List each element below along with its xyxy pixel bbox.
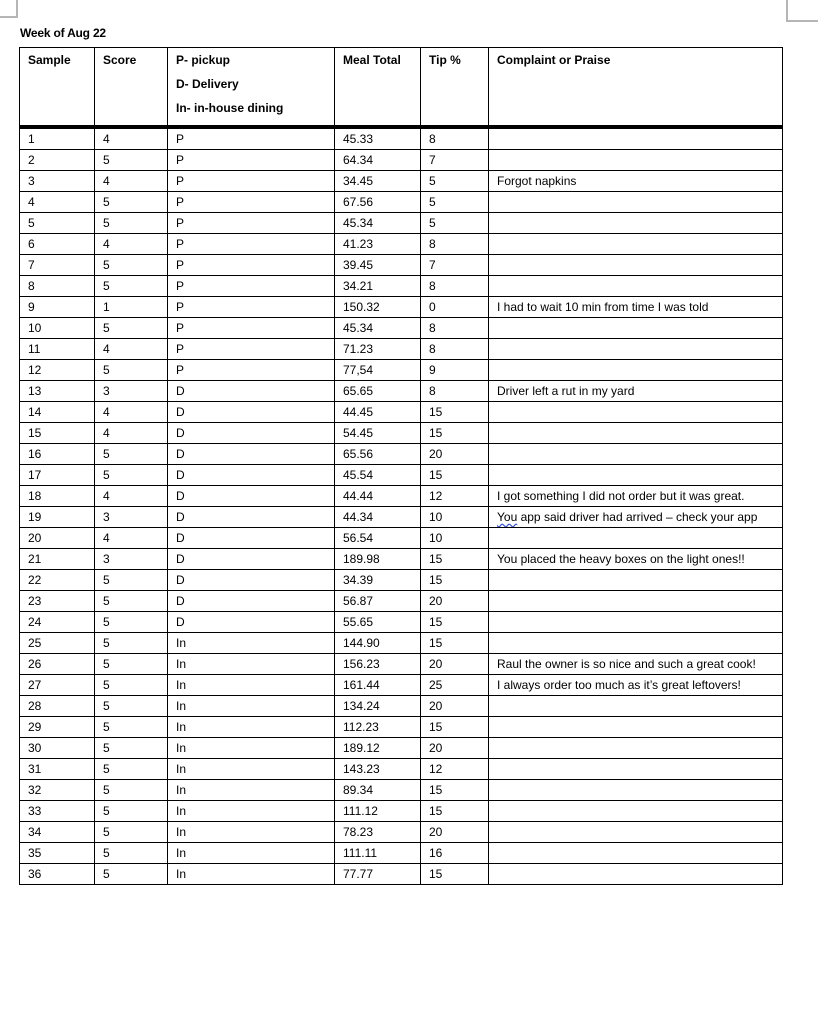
cell-meal-total: 111.11: [334, 842, 420, 863]
cell-meal-total: 56.87: [334, 590, 420, 611]
cell-order-type: In: [167, 674, 334, 695]
cell-tip: 12: [420, 758, 488, 779]
cell-meal-total: 44.44: [334, 485, 420, 506]
cell-sample: 35: [19, 842, 94, 863]
cell-score: 5: [94, 464, 167, 485]
header-tip: Tip %: [420, 47, 488, 126]
cell-tip: 8: [420, 338, 488, 359]
cell-sample: 31: [19, 758, 94, 779]
cell-order-type: D: [167, 401, 334, 422]
cell-comment: [488, 422, 783, 443]
cell-meal-total: 156.23: [334, 653, 420, 674]
cell-tip: 16: [420, 842, 488, 863]
cell-score: 5: [94, 695, 167, 716]
cell-comment: [488, 506, 783, 527]
cell-meal-total: 65.65: [334, 380, 420, 401]
cell-comment: [488, 317, 783, 338]
cell-sample: 17: [19, 464, 94, 485]
cell-comment: Raul the owner is so nice and such a great cook!: [488, 653, 783, 674]
cell-tip: 8: [420, 233, 488, 254]
cell-tip: 15: [420, 863, 488, 885]
table-row: [19, 506, 783, 527]
cell-meal-total: 45.34: [334, 317, 420, 338]
cell-score: 5: [94, 359, 167, 380]
cell-sample: 28: [19, 695, 94, 716]
cell-comment: [488, 464, 783, 485]
cell-sample: 3: [19, 170, 94, 191]
cell-meal-total: 143.23: [334, 758, 420, 779]
cell-score: 4: [94, 527, 167, 548]
cell-tip: 15: [420, 716, 488, 737]
cell-comment: [488, 800, 783, 821]
cell-sample: 19: [19, 506, 94, 527]
cell-comment: [488, 590, 783, 611]
cell-order-type: In: [167, 716, 334, 737]
table-row: [19, 653, 783, 674]
cell-tip: 20: [420, 821, 488, 842]
cell-meal-total: 134.24: [334, 695, 420, 716]
table-row: [19, 632, 783, 653]
cell-comment: Forgot napkins: [488, 170, 783, 191]
cell-meal-total: 41.23: [334, 233, 420, 254]
cell-order-type: P: [167, 212, 334, 233]
cell-meal-total: 112.23: [334, 716, 420, 737]
cell-order-type: In: [167, 842, 334, 863]
table-row: [19, 590, 783, 611]
cell-order-type: D: [167, 380, 334, 401]
cell-comment: [488, 569, 783, 590]
cell-score: 1: [94, 296, 167, 317]
cell-score: 5: [94, 611, 167, 632]
cell-sample: 15: [19, 422, 94, 443]
header-comment: Complaint or Praise: [488, 47, 783, 126]
cell-tip: 15: [420, 800, 488, 821]
cell-comment: [488, 527, 783, 548]
cell-score: 5: [94, 317, 167, 338]
cell-sample: 16: [19, 443, 94, 464]
cell-tip: 12: [420, 485, 488, 506]
cell-score: 4: [94, 126, 167, 149]
cell-sample: 7: [19, 254, 94, 275]
cell-sample: 29: [19, 716, 94, 737]
cell-sample: 25: [19, 632, 94, 653]
cell-tip: 15: [420, 548, 488, 569]
cell-meal-total: 45.33: [334, 126, 420, 149]
legend-pickup: P- pickup: [176, 53, 231, 67]
legend-delivery: D- Delivery: [176, 77, 239, 91]
cell-comment: [488, 212, 783, 233]
cell-meal-total: 64.34: [334, 149, 420, 170]
cell-score: 5: [94, 863, 167, 885]
header-order-type: [167, 47, 334, 126]
cell-meal-total: 89.34: [334, 779, 420, 800]
header-score: Score: [94, 47, 167, 126]
cell-tip: 8: [420, 380, 488, 401]
survey-table: [19, 47, 783, 885]
cell-order-type: In: [167, 779, 334, 800]
cell-comment: [488, 149, 783, 170]
table-row: [19, 338, 783, 359]
table-row: [19, 296, 783, 317]
cell-score: 5: [94, 674, 167, 695]
cell-meal-total: 67.56: [334, 191, 420, 212]
cell-sample: 30: [19, 737, 94, 758]
cell-comment: [488, 695, 783, 716]
cell-comment: [488, 275, 783, 296]
page-title: Week of Aug 22: [20, 26, 106, 40]
cell-sample: 22: [19, 569, 94, 590]
cell-score: 5: [94, 800, 167, 821]
cell-sample: 36: [19, 863, 94, 885]
cell-tip: 5: [420, 212, 488, 233]
table-row: [19, 380, 783, 401]
cell-meal-total: 56.54: [334, 527, 420, 548]
cell-order-type: P: [167, 191, 334, 212]
spellcheck-flagged-word: You: [497, 510, 518, 524]
cell-comment: [488, 611, 783, 632]
cell-tip: 15: [420, 569, 488, 590]
cell-comment: [488, 338, 783, 359]
table-row: [19, 443, 783, 464]
cell-score: 5: [94, 443, 167, 464]
cell-comment: [488, 737, 783, 758]
cell-comment: [488, 758, 783, 779]
cell-score: 3: [94, 506, 167, 527]
cell-order-type: In: [167, 863, 334, 885]
table-row: [19, 212, 783, 233]
cell-meal-total: 54.45: [334, 422, 420, 443]
cell-order-type: In: [167, 821, 334, 842]
cell-sample: 20: [19, 527, 94, 548]
cell-score: 5: [94, 569, 167, 590]
cell-tip: 20: [420, 653, 488, 674]
cell-sample: 27: [19, 674, 94, 695]
cell-tip: 25: [420, 674, 488, 695]
cell-meal-total: 150.32: [334, 296, 420, 317]
table-row: [19, 800, 783, 821]
cell-score: 4: [94, 170, 167, 191]
cell-tip: 8: [420, 275, 488, 296]
cell-comment: [488, 821, 783, 842]
cell-comment: You placed the heavy boxes on the light ones!!: [488, 548, 783, 569]
table-row: [19, 359, 783, 380]
cell-tip: 15: [420, 422, 488, 443]
cell-sample: 5: [19, 212, 94, 233]
table-row: [19, 401, 783, 422]
cell-score: 5: [94, 653, 167, 674]
cell-score: 4: [94, 485, 167, 506]
cell-comment: [488, 779, 783, 800]
cell-tip: 5: [420, 170, 488, 191]
cell-tip: 15: [420, 401, 488, 422]
cell-order-type: In: [167, 758, 334, 779]
cell-comment: [488, 233, 783, 254]
table-row: [19, 779, 783, 800]
cell-meal-total: 111.12: [334, 800, 420, 821]
table-row: [19, 821, 783, 842]
cell-order-type: In: [167, 800, 334, 821]
table-row: [19, 275, 783, 296]
cell-comment: Driver left a rut in my yard: [488, 380, 783, 401]
header-meal-total: Meal Total: [334, 47, 420, 126]
table-row: [19, 464, 783, 485]
cell-tip: 9: [420, 359, 488, 380]
cell-sample: 14: [19, 401, 94, 422]
cell-sample: 21: [19, 548, 94, 569]
cell-order-type: P: [167, 254, 334, 275]
cell-sample: 11: [19, 338, 94, 359]
cell-sample: 32: [19, 779, 94, 800]
cell-comment: [488, 863, 783, 885]
cell-score: 5: [94, 737, 167, 758]
cell-sample: 1: [19, 126, 94, 149]
cell-meal-total: 44.34: [334, 506, 420, 527]
cell-comment: [488, 254, 783, 275]
cell-order-type: P: [167, 275, 334, 296]
cell-order-type: P: [167, 359, 334, 380]
table-row: [19, 548, 783, 569]
cell-score: 5: [94, 191, 167, 212]
table-row: [19, 233, 783, 254]
cell-meal-total: 77,54: [334, 359, 420, 380]
cell-tip: 15: [420, 779, 488, 800]
cell-meal-total: 45.54: [334, 464, 420, 485]
cell-comment: I always order too much as it’s great leftovers!: [488, 674, 783, 695]
cell-tip: 5: [420, 191, 488, 212]
cell-comment: [488, 443, 783, 464]
cell-tip: 15: [420, 464, 488, 485]
table-row: [19, 254, 783, 275]
cell-comment: [488, 632, 783, 653]
legend-in-house: In- in-house dining: [176, 101, 284, 115]
cell-sample: 13: [19, 380, 94, 401]
cell-comment: [488, 401, 783, 422]
table-row: [19, 863, 783, 885]
cell-order-type: P: [167, 149, 334, 170]
table-row: [19, 191, 783, 212]
table-row: [19, 695, 783, 716]
cell-order-type: D: [167, 485, 334, 506]
cell-order-type: P: [167, 317, 334, 338]
cell-meal-total: 71.23: [334, 338, 420, 359]
cell-meal-total: 44.45: [334, 401, 420, 422]
cell-meal-total: 34.21: [334, 275, 420, 296]
cell-comment: I got something I did not order but it was great.: [488, 485, 783, 506]
cell-order-type: D: [167, 569, 334, 590]
cell-meal-total: 78.23: [334, 821, 420, 842]
cell-sample: 12: [19, 359, 94, 380]
cell-order-type: In: [167, 632, 334, 653]
table-row: [19, 737, 783, 758]
cell-score: 5: [94, 590, 167, 611]
cell-meal-total: 65.56: [334, 443, 420, 464]
cell-sample: 9: [19, 296, 94, 317]
cell-order-type: P: [167, 126, 334, 149]
cell-order-type: D: [167, 443, 334, 464]
cell-meal-total: 34.39: [334, 569, 420, 590]
cell-score: 5: [94, 275, 167, 296]
cell-meal-total: 34.45: [334, 170, 420, 191]
cell-tip: 8: [420, 126, 488, 149]
table-row: [19, 716, 783, 737]
cell-sample: 24: [19, 611, 94, 632]
cell-tip: 0: [420, 296, 488, 317]
table-row: [19, 126, 783, 149]
cell-tip: 20: [420, 590, 488, 611]
cell-comment: [488, 359, 783, 380]
page-corner-mark-left: [0, 0, 18, 18]
cell-order-type: P: [167, 338, 334, 359]
cell-score: 4: [94, 233, 167, 254]
table-row: [19, 527, 783, 548]
cell-meal-total: 161.44: [334, 674, 420, 695]
table-row: [19, 149, 783, 170]
cell-score: 3: [94, 548, 167, 569]
cell-order-type: D: [167, 464, 334, 485]
cell-score: 5: [94, 821, 167, 842]
cell-order-type: P: [167, 296, 334, 317]
header-row: [19, 47, 783, 126]
cell-meal-total: 189.12: [334, 737, 420, 758]
cell-sample: 10: [19, 317, 94, 338]
cell-tip: 8: [420, 317, 488, 338]
header-sample: Sample: [19, 47, 94, 126]
cell-tip: 15: [420, 632, 488, 653]
cell-order-type: D: [167, 611, 334, 632]
cell-score: 5: [94, 149, 167, 170]
cell-meal-total: 77.77: [334, 863, 420, 885]
cell-tip: 20: [420, 695, 488, 716]
cell-tip: 7: [420, 254, 488, 275]
cell-tip: 20: [420, 443, 488, 464]
cell-sample: 6: [19, 233, 94, 254]
page-corner-mark-right: [786, 0, 818, 22]
table-row: [19, 317, 783, 338]
cell-score: 4: [94, 422, 167, 443]
cell-comment: [488, 126, 783, 149]
cell-sample: 33: [19, 800, 94, 821]
cell-order-type: P: [167, 170, 334, 191]
cell-order-type: D: [167, 506, 334, 527]
cell-comment: [488, 842, 783, 863]
table-row: [19, 758, 783, 779]
cell-sample: 4: [19, 191, 94, 212]
table-row: [19, 569, 783, 590]
cell-tip: 10: [420, 527, 488, 548]
table-row: [19, 170, 783, 191]
table-row: [19, 422, 783, 443]
cell-score: 5: [94, 212, 167, 233]
cell-meal-total: 55.65: [334, 611, 420, 632]
cell-sample: 23: [19, 590, 94, 611]
cell-score: 5: [94, 254, 167, 275]
cell-sample: 2: [19, 149, 94, 170]
table-row: [19, 674, 783, 695]
cell-order-type: D: [167, 527, 334, 548]
table-row: [19, 611, 783, 632]
table-row: [19, 842, 783, 863]
cell-order-type: P: [167, 233, 334, 254]
cell-meal-total: 144.90: [334, 632, 420, 653]
cell-comment: [488, 716, 783, 737]
cell-tip: 7: [420, 149, 488, 170]
cell-order-type: In: [167, 737, 334, 758]
cell-score: 5: [94, 716, 167, 737]
cell-order-type: In: [167, 695, 334, 716]
cell-meal-total: 45.34: [334, 212, 420, 233]
cell-order-type: D: [167, 548, 334, 569]
cell-comment: I had to wait 10 min from time I was told: [488, 296, 783, 317]
cell-tip: 10: [420, 506, 488, 527]
cell-score: 3: [94, 380, 167, 401]
cell-meal-total: 189.98: [334, 548, 420, 569]
cell-tip: 15: [420, 611, 488, 632]
cell-order-type: D: [167, 590, 334, 611]
cell-order-type: In: [167, 653, 334, 674]
cell-score: 4: [94, 401, 167, 422]
cell-score: 5: [94, 758, 167, 779]
cell-score: 4: [94, 338, 167, 359]
cell-sample: 26: [19, 653, 94, 674]
cell-tip: 20: [420, 737, 488, 758]
cell-score: 5: [94, 632, 167, 653]
table-row: [19, 485, 783, 506]
cell-sample: 18: [19, 485, 94, 506]
cell-order-type: D: [167, 422, 334, 443]
cell-meal-total: 39.45: [334, 254, 420, 275]
comment-text: app said driver had arrived – check your app: [517, 510, 758, 524]
cell-score: 5: [94, 779, 167, 800]
cell-score: 5: [94, 842, 167, 863]
cell-comment: [488, 191, 783, 212]
cell-sample: 8: [19, 275, 94, 296]
cell-sample: 34: [19, 821, 94, 842]
